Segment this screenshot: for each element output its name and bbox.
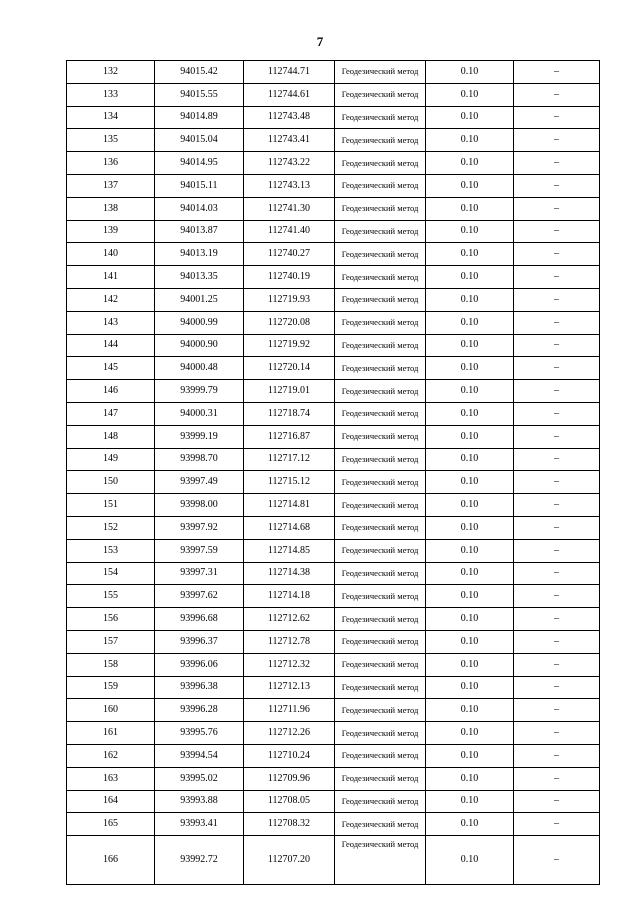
x-coordinate-cell: 93997.59 <box>155 539 244 562</box>
note-cell: – <box>514 630 600 653</box>
method-cell: Геодезический метод <box>335 83 426 106</box>
y-coordinate-cell: 112715.12 <box>244 471 335 494</box>
point-number-cell: 133 <box>67 83 155 106</box>
y-coordinate-cell: 112712.78 <box>244 630 335 653</box>
note-cell: – <box>514 83 600 106</box>
table-row <box>67 608 600 631</box>
y-coordinate-cell: 112743.13 <box>244 174 335 197</box>
note-cell: – <box>514 699 600 722</box>
point-number-cell: 132 <box>67 61 155 84</box>
precision-cell: 0.10 <box>426 790 514 813</box>
note-cell: – <box>514 608 600 631</box>
table-row <box>67 790 600 813</box>
table-row <box>67 676 600 699</box>
point-number-cell: 145 <box>67 357 155 380</box>
precision-cell: 0.10 <box>426 516 514 539</box>
x-coordinate-cell: 93996.68 <box>155 608 244 631</box>
method-cell: Геодезический метод <box>335 813 426 836</box>
method-cell: Геодезический метод <box>335 630 426 653</box>
x-coordinate-cell: 94015.11 <box>155 174 244 197</box>
precision-cell: 0.10 <box>426 448 514 471</box>
precision-cell: 0.10 <box>426 836 514 885</box>
note-cell: – <box>514 836 600 885</box>
point-number-cell: 149 <box>67 448 155 471</box>
point-number-cell: 135 <box>67 129 155 152</box>
x-coordinate-cell: 93995.02 <box>155 767 244 790</box>
method-cell: Геодезический метод <box>335 744 426 767</box>
x-coordinate-cell: 94015.42 <box>155 61 244 84</box>
precision-cell: 0.10 <box>426 699 514 722</box>
method-cell: Геодезический метод <box>335 608 426 631</box>
point-number-cell: 152 <box>67 516 155 539</box>
point-number-cell: 138 <box>67 197 155 220</box>
note-cell: – <box>514 813 600 836</box>
x-coordinate-cell: 93996.37 <box>155 630 244 653</box>
precision-cell: 0.10 <box>426 266 514 289</box>
method-cell: Геодезический метод <box>335 61 426 84</box>
table-row <box>67 471 600 494</box>
precision-cell: 0.10 <box>426 243 514 266</box>
page-number: 7 <box>316 34 324 49</box>
y-coordinate-cell: 112720.08 <box>244 311 335 334</box>
point-number-cell: 166 <box>67 836 155 885</box>
point-number-cell: 151 <box>67 494 155 517</box>
precision-cell: 0.10 <box>426 357 514 380</box>
method-cell: Геодезический метод <box>335 653 426 676</box>
x-coordinate-cell: 93997.49 <box>155 471 244 494</box>
x-coordinate-cell: 94000.31 <box>155 402 244 425</box>
y-coordinate-cell: 112717.12 <box>244 448 335 471</box>
y-coordinate-cell: 112720.14 <box>244 357 335 380</box>
x-coordinate-cell: 93996.06 <box>155 653 244 676</box>
note-cell: – <box>514 174 600 197</box>
note-cell: – <box>514 357 600 380</box>
precision-cell: 0.10 <box>426 539 514 562</box>
x-coordinate-cell: 93994.54 <box>155 744 244 767</box>
point-number-cell: 154 <box>67 562 155 585</box>
note-cell: – <box>514 494 600 517</box>
precision-cell: 0.10 <box>426 61 514 84</box>
table-row <box>67 220 600 243</box>
y-coordinate-cell: 112719.01 <box>244 380 335 403</box>
y-coordinate-cell: 112743.48 <box>244 106 335 129</box>
point-number-cell: 165 <box>67 813 155 836</box>
method-cell: Геодезический метод <box>335 516 426 539</box>
precision-cell: 0.10 <box>426 220 514 243</box>
y-coordinate-cell: 112712.32 <box>244 653 335 676</box>
note-cell: – <box>514 380 600 403</box>
note-cell: – <box>514 402 600 425</box>
point-number-cell: 140 <box>67 243 155 266</box>
x-coordinate-cell: 94013.87 <box>155 220 244 243</box>
y-coordinate-cell: 112714.38 <box>244 562 335 585</box>
method-cell: Геодезический метод <box>335 197 426 220</box>
y-coordinate-cell: 112714.18 <box>244 585 335 608</box>
note-cell: – <box>514 448 600 471</box>
y-coordinate-cell: 112716.87 <box>244 425 335 448</box>
note-cell: – <box>514 790 600 813</box>
x-coordinate-cell: 94015.04 <box>155 129 244 152</box>
precision-cell: 0.10 <box>426 106 514 129</box>
x-coordinate-cell: 94000.99 <box>155 311 244 334</box>
method-cell: Геодезический метод <box>335 129 426 152</box>
precision-cell: 0.10 <box>426 129 514 152</box>
method-cell: Геодезический метод <box>335 471 426 494</box>
point-number-cell: 142 <box>67 288 155 311</box>
point-number-cell: 144 <box>67 334 155 357</box>
table-row <box>67 288 600 311</box>
note-cell: – <box>514 516 600 539</box>
precision-cell: 0.10 <box>426 471 514 494</box>
table-row <box>67 174 600 197</box>
point-number-cell: 136 <box>67 152 155 175</box>
x-coordinate-cell: 93992.72 <box>155 836 244 885</box>
x-coordinate-cell: 94014.95 <box>155 152 244 175</box>
table-row <box>67 494 600 517</box>
table-row <box>67 767 600 790</box>
method-cell: Геодезический метод <box>335 402 426 425</box>
y-coordinate-cell: 112714.68 <box>244 516 335 539</box>
table-row <box>67 722 600 745</box>
method-cell: Геодезический метод <box>335 106 426 129</box>
point-number-cell: 163 <box>67 767 155 790</box>
point-number-cell: 134 <box>67 106 155 129</box>
x-coordinate-cell: 94013.19 <box>155 243 244 266</box>
method-cell: Геодезический метод <box>335 243 426 266</box>
y-coordinate-cell: 112714.81 <box>244 494 335 517</box>
precision-cell: 0.10 <box>426 813 514 836</box>
note-cell: – <box>514 311 600 334</box>
method-cell: Геодезический метод <box>335 266 426 289</box>
y-coordinate-cell: 112744.61 <box>244 83 335 106</box>
table-row <box>67 129 600 152</box>
method-cell: Геодезический метод <box>335 174 426 197</box>
method-cell: Геодезический метод <box>335 836 426 885</box>
y-coordinate-cell: 112712.26 <box>244 722 335 745</box>
x-coordinate-cell: 94015.55 <box>155 83 244 106</box>
point-number-cell: 153 <box>67 539 155 562</box>
precision-cell: 0.10 <box>426 197 514 220</box>
y-coordinate-cell: 112743.41 <box>244 129 335 152</box>
precision-cell: 0.10 <box>426 608 514 631</box>
note-cell: – <box>514 425 600 448</box>
x-coordinate-cell: 93999.19 <box>155 425 244 448</box>
table-row <box>67 61 600 84</box>
point-number-cell: 159 <box>67 676 155 699</box>
precision-cell: 0.10 <box>426 653 514 676</box>
point-number-cell: 147 <box>67 402 155 425</box>
x-coordinate-cell: 93998.70 <box>155 448 244 471</box>
y-coordinate-cell: 112707.20 <box>244 836 335 885</box>
table-row <box>67 585 600 608</box>
note-cell: – <box>514 585 600 608</box>
x-coordinate-cell: 93996.38 <box>155 676 244 699</box>
method-cell: Геодезический метод <box>335 539 426 562</box>
note-cell: – <box>514 653 600 676</box>
x-coordinate-cell: 94000.90 <box>155 334 244 357</box>
precision-cell: 0.10 <box>426 722 514 745</box>
table-row <box>67 630 600 653</box>
method-cell: Геодезический метод <box>335 288 426 311</box>
x-coordinate-cell: 93993.88 <box>155 790 244 813</box>
point-number-cell: 155 <box>67 585 155 608</box>
table-row <box>67 83 600 106</box>
x-coordinate-cell: 93997.31 <box>155 562 244 585</box>
point-number-cell: 137 <box>67 174 155 197</box>
note-cell: – <box>514 471 600 494</box>
method-cell: Геодезический метод <box>335 699 426 722</box>
y-coordinate-cell: 112741.40 <box>244 220 335 243</box>
x-coordinate-cell: 93997.92 <box>155 516 244 539</box>
precision-cell: 0.10 <box>426 562 514 585</box>
x-coordinate-cell: 94000.48 <box>155 357 244 380</box>
y-coordinate-cell: 112711.96 <box>244 699 335 722</box>
y-coordinate-cell: 112740.19 <box>244 266 335 289</box>
method-cell: Геодезический метод <box>335 722 426 745</box>
method-cell: Геодезический метод <box>335 220 426 243</box>
table-row <box>67 699 600 722</box>
table-row <box>67 380 600 403</box>
note-cell: – <box>514 562 600 585</box>
precision-cell: 0.10 <box>426 334 514 357</box>
note-cell: – <box>514 106 600 129</box>
y-coordinate-cell: 112741.30 <box>244 197 335 220</box>
y-coordinate-cell: 112740.27 <box>244 243 335 266</box>
method-cell: Геодезический метод <box>335 767 426 790</box>
point-number-cell: 162 <box>67 744 155 767</box>
method-cell: Геодезический метод <box>335 494 426 517</box>
point-number-cell: 141 <box>67 266 155 289</box>
point-number-cell: 158 <box>67 653 155 676</box>
x-coordinate-cell: 93997.62 <box>155 585 244 608</box>
note-cell: – <box>514 197 600 220</box>
method-cell: Геодезический метод <box>335 380 426 403</box>
table-row <box>67 152 600 175</box>
y-coordinate-cell: 112719.93 <box>244 288 335 311</box>
precision-cell: 0.10 <box>426 744 514 767</box>
method-cell: Геодезический метод <box>335 425 426 448</box>
table-row <box>67 744 600 767</box>
y-coordinate-cell: 112718.74 <box>244 402 335 425</box>
method-cell: Геодезический метод <box>335 357 426 380</box>
note-cell: – <box>514 767 600 790</box>
table-row <box>67 311 600 334</box>
note-cell: – <box>514 129 600 152</box>
precision-cell: 0.10 <box>426 767 514 790</box>
precision-cell: 0.10 <box>426 425 514 448</box>
point-number-cell: 143 <box>67 311 155 334</box>
y-coordinate-cell: 112710.24 <box>244 744 335 767</box>
table-row <box>67 334 600 357</box>
precision-cell: 0.10 <box>426 380 514 403</box>
x-coordinate-cell: 93998.00 <box>155 494 244 517</box>
table-row <box>67 266 600 289</box>
note-cell: – <box>514 744 600 767</box>
table-row <box>67 357 600 380</box>
note-cell: – <box>514 266 600 289</box>
method-cell: Геодезический метод <box>335 585 426 608</box>
note-cell: – <box>514 334 600 357</box>
y-coordinate-cell: 112712.13 <box>244 676 335 699</box>
y-coordinate-cell: 112743.22 <box>244 152 335 175</box>
x-coordinate-cell: 94013.35 <box>155 266 244 289</box>
method-cell: Геодезический метод <box>335 790 426 813</box>
precision-cell: 0.10 <box>426 676 514 699</box>
y-coordinate-cell: 112708.32 <box>244 813 335 836</box>
x-coordinate-cell: 93993.41 <box>155 813 244 836</box>
method-cell: Геодезический метод <box>335 676 426 699</box>
method-cell: Геодезический метод <box>335 311 426 334</box>
precision-cell: 0.10 <box>426 174 514 197</box>
table-row <box>67 539 600 562</box>
note-cell: – <box>514 220 600 243</box>
method-cell: Геодезический метод <box>335 562 426 585</box>
table-row <box>67 516 600 539</box>
precision-cell: 0.10 <box>426 630 514 653</box>
method-cell: Геодезический метод <box>335 152 426 175</box>
table-row <box>67 402 600 425</box>
point-number-cell: 148 <box>67 425 155 448</box>
table-row <box>67 106 600 129</box>
table-row <box>67 243 600 266</box>
point-number-cell: 164 <box>67 790 155 813</box>
note-cell: – <box>514 152 600 175</box>
table-row <box>67 197 600 220</box>
precision-cell: 0.10 <box>426 402 514 425</box>
point-number-cell: 160 <box>67 699 155 722</box>
table-row <box>67 562 600 585</box>
x-coordinate-cell: 93995.76 <box>155 722 244 745</box>
precision-cell: 0.10 <box>426 585 514 608</box>
x-coordinate-cell: 93996.28 <box>155 699 244 722</box>
table-row <box>67 813 600 836</box>
method-cell: Геодезический метод <box>335 334 426 357</box>
point-number-cell: 161 <box>67 722 155 745</box>
table-row <box>67 425 600 448</box>
precision-cell: 0.10 <box>426 311 514 334</box>
y-coordinate-cell: 112712.62 <box>244 608 335 631</box>
precision-cell: 0.10 <box>426 152 514 175</box>
point-number-cell: 150 <box>67 471 155 494</box>
y-coordinate-cell: 112744.71 <box>244 61 335 84</box>
point-number-cell: 146 <box>67 380 155 403</box>
x-coordinate-cell: 93999.79 <box>155 380 244 403</box>
y-coordinate-cell: 112714.85 <box>244 539 335 562</box>
coordinates-table <box>66 60 600 885</box>
point-number-cell: 139 <box>67 220 155 243</box>
coordinates-table-body <box>67 61 600 885</box>
point-number-cell: 157 <box>67 630 155 653</box>
precision-cell: 0.10 <box>426 494 514 517</box>
method-cell: Геодезический метод <box>335 448 426 471</box>
note-cell: – <box>514 288 600 311</box>
x-coordinate-cell: 94014.89 <box>155 106 244 129</box>
table-row <box>67 836 600 885</box>
note-cell: – <box>514 61 600 84</box>
precision-cell: 0.10 <box>426 83 514 106</box>
note-cell: – <box>514 722 600 745</box>
x-coordinate-cell: 94014.03 <box>155 197 244 220</box>
precision-cell: 0.10 <box>426 288 514 311</box>
y-coordinate-cell: 112709.96 <box>244 767 335 790</box>
note-cell: – <box>514 539 600 562</box>
table-row <box>67 448 600 471</box>
note-cell: – <box>514 676 600 699</box>
note-cell: – <box>514 243 600 266</box>
point-number-cell: 156 <box>67 608 155 631</box>
y-coordinate-cell: 112719.92 <box>244 334 335 357</box>
y-coordinate-cell: 112708.05 <box>244 790 335 813</box>
table-row <box>67 653 600 676</box>
x-coordinate-cell: 94001.25 <box>155 288 244 311</box>
